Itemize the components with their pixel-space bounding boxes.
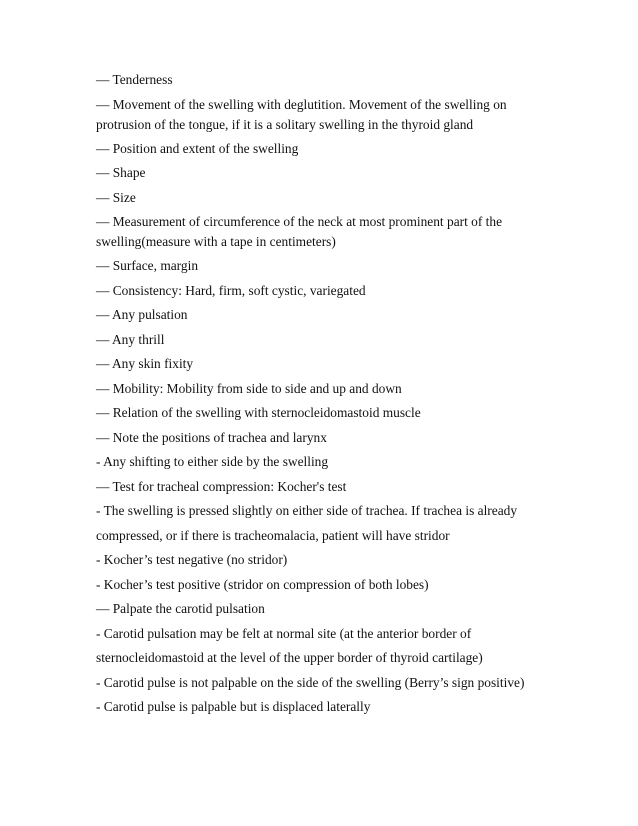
text-line: — Relation of the swelling with sternocleidomastoid muscle — [96, 405, 421, 420]
text-line: — Test for tracheal compression: Kocher's test — [96, 478, 347, 494]
text-line: - The swelling is pressed slightly on either side of trachea. If trachea is already compressed, or if there is tracheomalacia, patient will have stridor — [96, 503, 518, 543]
text-line: — Any thrill — [96, 331, 165, 347]
text-line: — Shape — [96, 165, 146, 180]
text-line: - Kocher’s test positive (stridor on compression of both lobes) — [96, 576, 429, 592]
text-line: - Carotid pulse is not palpable on the side of the swelling (Berry’s sign positive) — [96, 674, 525, 690]
text-line: — Movement of the swelling with deglutition. Movement of the swelling on protrusion of the tongue, if it is a solitary swelling in the thyroid gland — [96, 96, 507, 132]
document-body — [96, 68, 546, 720]
text-line: — Position and extent of the swelling — [96, 140, 299, 156]
text-line: - Carotid pulsation may be felt at normal site (at the anterior border of sternocleidomastoid at the level of the upper border of thyroid cartilage) — [96, 625, 483, 665]
text-line: — Any skin fixity — [96, 356, 194, 371]
text-line: — Tenderness — [96, 72, 173, 87]
text-line: — Note the positions of trachea and larynx — [96, 429, 327, 445]
text-line: — Measurement of circumference of the neck at most prominent part of the swelling(measure with a tape in centimeters) — [96, 214, 503, 249]
text-line: — Consistency: Hard, firm, soft cystic, variegated — [96, 282, 366, 298]
text-line: — Surface, margin — [96, 258, 199, 273]
text-line: - Carotid pulse is palpable but is displaced laterally — [96, 699, 371, 714]
text-line: - Kocher’s test negative (no stridor) — [96, 552, 288, 567]
text-line: — Any pulsation — [96, 307, 188, 322]
text-line: — Mobility: Mobility from side to side and up and down — [96, 380, 402, 396]
text-line: — Palpate the carotid pulsation — [96, 601, 265, 616]
text-line: - Any shifting to either side by the swelling — [96, 454, 329, 469]
text-line: — Size — [96, 189, 136, 205]
